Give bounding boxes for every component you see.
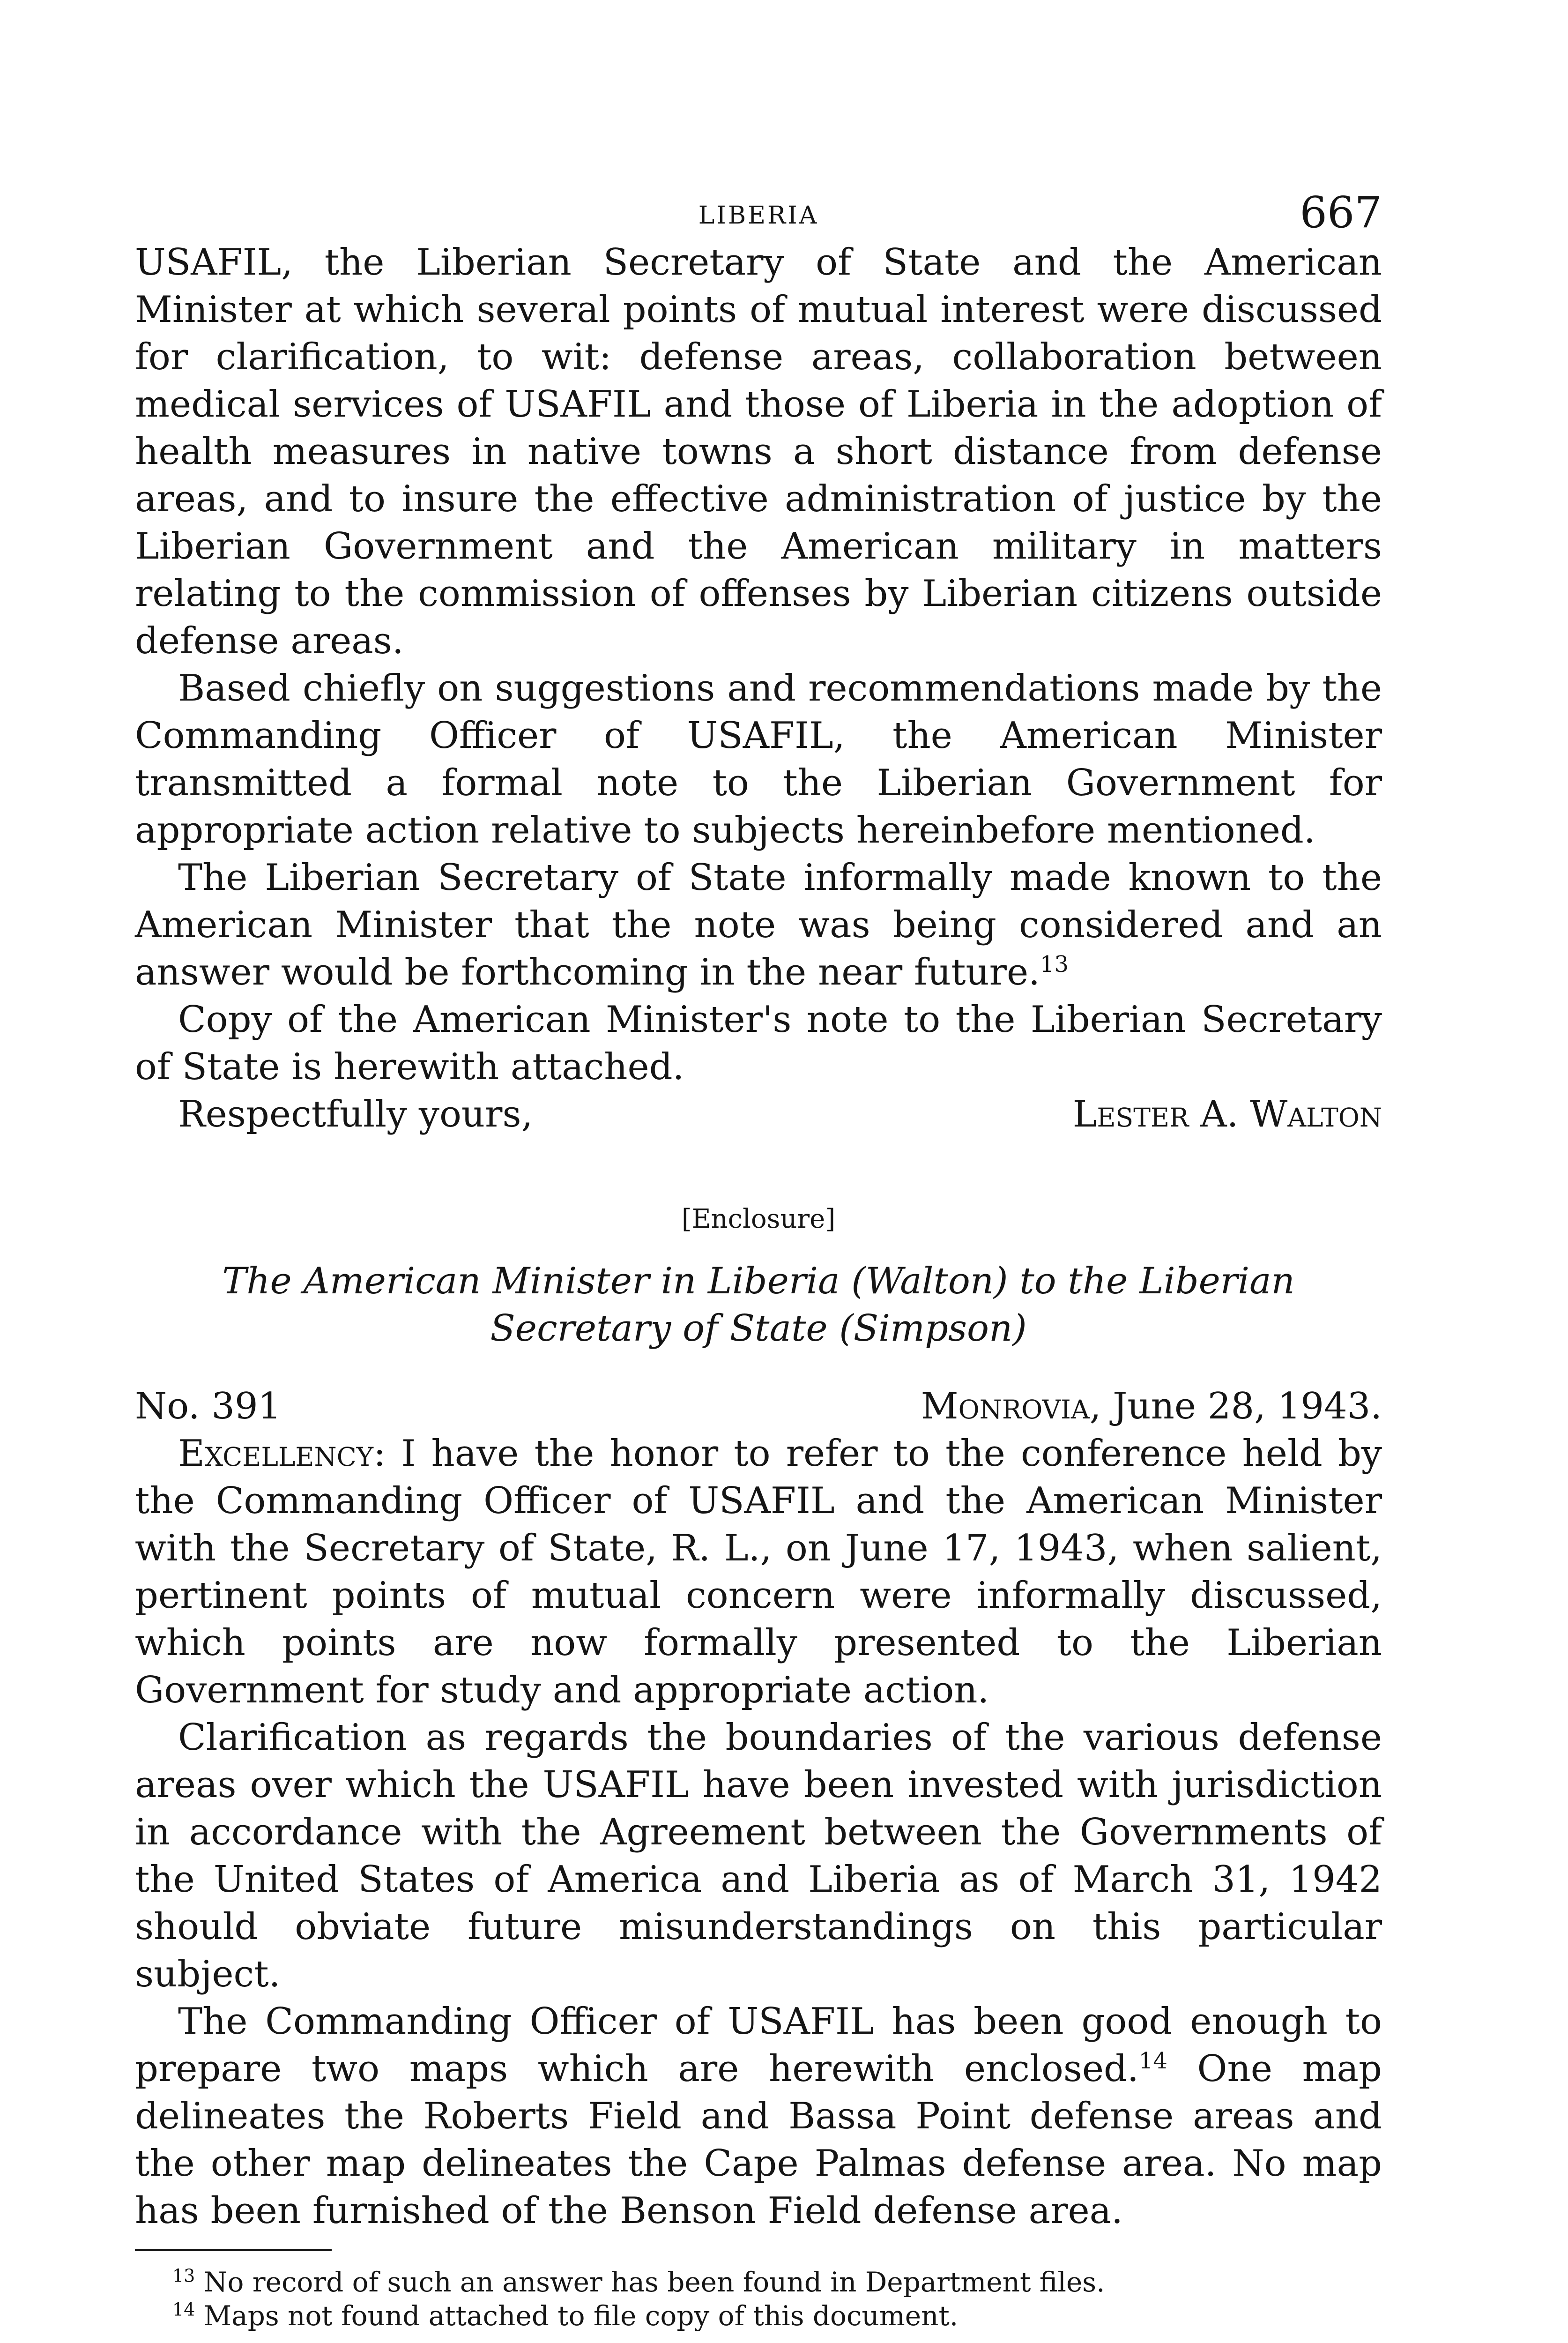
- paragraph-copy-attached: Copy of the American Minister's note to the Liberian Secretary of State is herewith attached.: [135, 999, 1382, 1088]
- enclosure-label: [Enclosure]: [681, 1204, 836, 1234]
- closing-line: [135, 1091, 1382, 1138]
- footnotes: [135, 2249, 1382, 2333]
- salutation: Excellency: [178, 1433, 374, 1475]
- footnote-text: Maps not found attached to file copy of this document.: [203, 2300, 959, 2332]
- date: , June 28, 1943.: [1089, 1385, 1382, 1427]
- closing-salutation: Respectfully yours,: [178, 1093, 533, 1135]
- place-date: [921, 1383, 1382, 1430]
- paragraph-recommendations: Based chiefly on suggestions and recommendations made by the Commanding Officer of USAFIL, the American Minister transmitted a formal note to the Liberian Government for appropriate action relative to subjects hereinbefore mentioned.: [135, 667, 1382, 851]
- footnote-mark: 14: [172, 2299, 195, 2320]
- paragraph-secretary-response-text: The Liberian Secretary of State informally made known to the American Minister that the note was being considered and an answer would be forthcoming in the near future.: [135, 857, 1382, 993]
- footnote-divider: [135, 2249, 332, 2251]
- paragraph-opening: [135, 1430, 1382, 1714]
- dateline: [135, 1383, 1382, 1430]
- footnote-14: [135, 2299, 1382, 2333]
- paragraph-secretary-response: [135, 854, 1382, 996]
- page-number: 667: [1300, 187, 1382, 238]
- footnote-ref-13: 13: [1040, 951, 1069, 977]
- footnote-mark: 13: [172, 2265, 195, 2286]
- paragraph-continued: USAFIL, the Liberian Secretary of State and the American Minister at which several points of mutual interest were discussed for clarification, to wit: defense areas, collaboration between medical services of USAFIL and those of Liberia in the adoption of health measures in native towns a short distance from defense areas, and to insure the effective administration of justice by the Liberian Government and the American military in matters relating to the commission of offenses by Liberian citizens outside defense areas.: [135, 241, 1382, 662]
- footnote-ref-14: 14: [1138, 2048, 1167, 2074]
- document-page: [135, 187, 1382, 2333]
- paragraph-maps: [135, 1998, 1382, 2235]
- footnote-text: No record of such an answer has been found in Department files.: [203, 2266, 1105, 2298]
- place: Monrovia: [921, 1385, 1090, 1427]
- dispatch-body: [135, 239, 1382, 1091]
- note-number: No. 391: [135, 1385, 282, 1427]
- enclosure-title: The American Minister in Liberia (Walton) to the Liberian Secretary of State (Simpson): [222, 1260, 1295, 1350]
- running-head: [135, 187, 1382, 239]
- signature: Lester A. Walton: [1072, 1093, 1382, 1135]
- running-head-title: LIBERIA: [698, 201, 819, 230]
- note-body: [135, 1430, 1382, 2235]
- paragraph-maps-text-b: One map delineates the Roberts Field and Bassa Point defense areas and the other map delineates the Cape Palmas defense area. No map has been furnished of the Benson Field defense area.: [135, 2048, 1382, 2232]
- paragraph-opening-text: : I have the honor to refer to the conference held by the Commanding Officer of USAFIL and the American Minister with the Secretary of State, R. L., on June 17, 1943, when salient, pertinent points of mutual concern were informally discussed, which points are now formally presented to the Liberian Government for study and appropriate action.: [135, 1433, 1382, 1711]
- footnote-13: [135, 2265, 1382, 2299]
- paragraph-boundaries: Clarification as regards the boundaries of the various defense areas over which the USAFIL have been invested with jurisdiction in accordance with the Agreement between the Governments of the United States of America and Liberia as of March 31, 1942 should obviate future misunderstandings on this particular subject.: [135, 1716, 1382, 1995]
- paragraph-maps-text-a: The Commanding Officer of USAFIL has been good enough to prepare two maps which are herewith enclosed.: [135, 2000, 1382, 2090]
